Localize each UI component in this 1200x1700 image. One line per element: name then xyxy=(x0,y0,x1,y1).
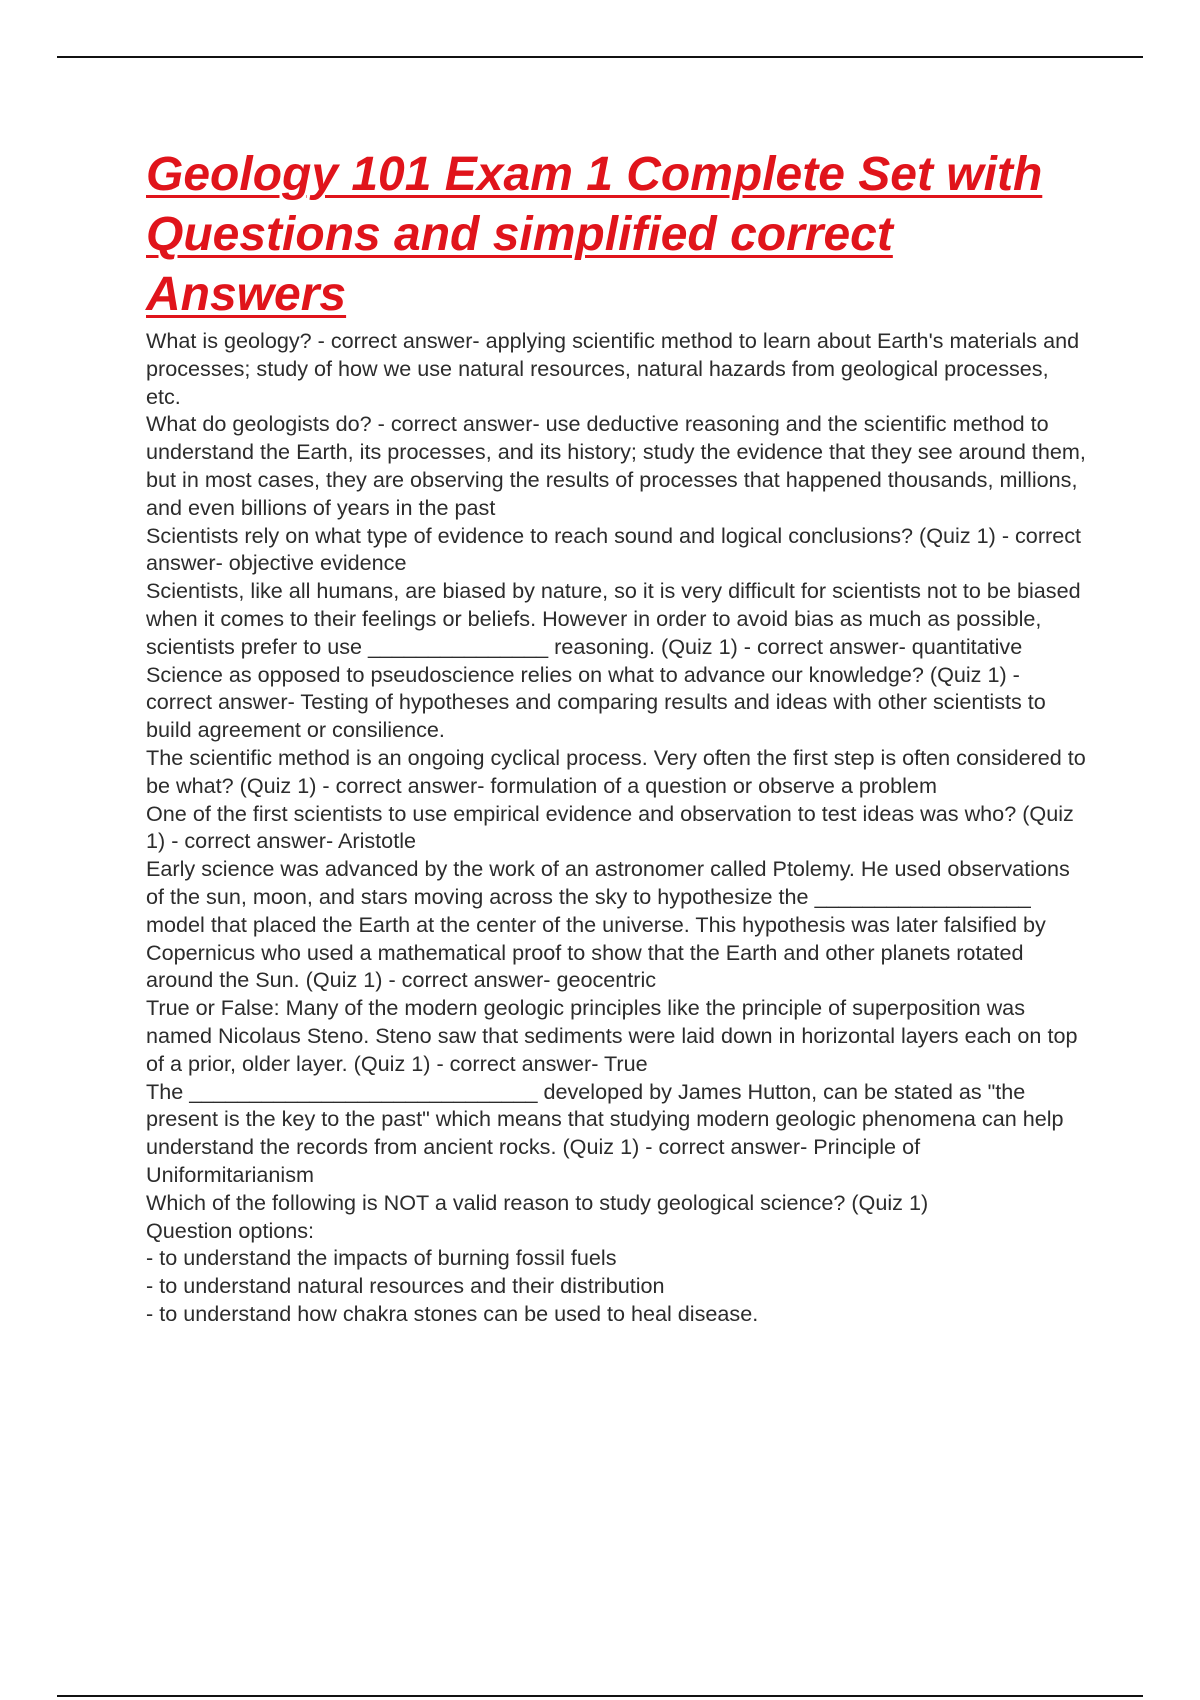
top-rule xyxy=(57,56,1143,58)
document-body xyxy=(146,145,1086,1328)
qa-item: Scientists rely on what type of evidence to reach sound and logical conclusions? (Quiz 1) - correct answer- objective evidence xyxy=(146,522,1082,576)
qa-item: True or False: Many of the modern geologic principles like the principle of superposition was named Nicolaus Steno. Steno saw that sediments were laid down in horizontal layers each on top of a prior, older layer. (Quiz 1) - correct answer- True xyxy=(146,995,1078,1076)
question-options-label: Question options: xyxy=(146,1217,315,1243)
document-title: Geology 101 Exam 1 Complete Set with Questions and simplified correct Answers xyxy=(146,148,1043,321)
question-option: - to understand natural resources and their distribution xyxy=(146,1273,665,1299)
qa-item: Scientists, like all humans, are biased by nature, so it is very difficult for scientists not to be biased when it comes to their feelings or beliefs. However in order to avoid bias as much as possible, scientists prefer to use _______________ reasoning. (Quiz 1) - correct answer- quantitative xyxy=(146,578,1081,659)
qa-item: The _____________________________ developed by James Hutton, can be stated as "the present is the key to the past" which means that studying modern geologic phenomena can help understand the records from ancient rocks. (Quiz 1) - correct answer- Principle of Uniformitarianism xyxy=(146,1078,1064,1187)
qa-item: The scientific method is an ongoing cyclical process. Very often the first step is often considered to be what? (Quiz 1) - correct answer- formulation of a question or observe a problem xyxy=(146,744,1086,798)
qa-item: Science as opposed to pseudoscience relies on what to advance our knowledge? (Quiz 1) - correct answer- Testing of hypotheses and comparing results and ideas with other scientists to build agreement or consilience. xyxy=(146,661,1046,743)
question-option: - to understand the impacts of burning fossil fuels xyxy=(146,1245,617,1271)
qa-item: What do geologists do? - correct answer- use deductive reasoning and the scientific method to understand the Earth, its processes, and its history; study the evidence that they see around them, but in most cases, they are observing the results of processes that happened thousands, millions, and even billions of years in the past xyxy=(146,411,1086,520)
last-question: Which of the following is NOT a valid reason to study geological science? (Quiz 1) xyxy=(146,1189,929,1215)
qa-list xyxy=(146,327,1086,1328)
qa-item: What is geology? - correct answer- applying scientific method to learn about Earth's materials and processes; study of how we use natural resources, natural hazards from geological processes, etc. xyxy=(146,328,1080,409)
qa-item: One of the first scientists to use empirical evidence and observation to test ideas was who? (Quiz 1) - correct answer- Aristotle xyxy=(146,800,1074,854)
qa-item: Early science was advanced by the work of an astronomer called Ptolemy. He used observations of the sun, moon, and stars moving across the sky to hypothesize the __________________ model that placed the Earth at the center of the universe. This hypothesis was later falsified by Copernicus who used a mathematical proof to show that the Earth and other planets rotated around the Sun. (Quiz 1) - correct answer- geocentric xyxy=(146,856,1070,993)
question-option: - to understand how chakra stones can be used to heal disease. xyxy=(146,1300,759,1326)
bottom-rule xyxy=(57,1695,1143,1697)
